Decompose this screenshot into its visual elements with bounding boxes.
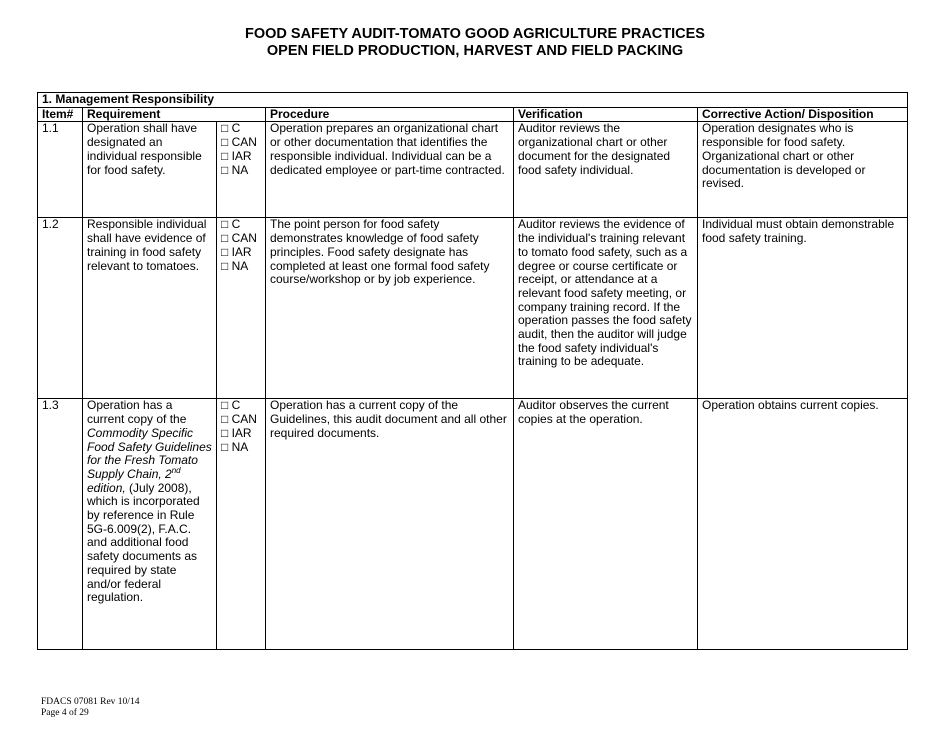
form-id: FDACS 07081 Rev 10/14 [41, 697, 140, 707]
table-row [38, 399, 908, 650]
option-can-checkbox[interactable]: □ CAN [221, 231, 257, 246]
procedure-text: Operation prepares an organizational chart or other documentation that identifies the responsible individual. Individual can be a dedicated employee or part-time contracted. [266, 122, 514, 218]
option-c-checkbox[interactable]: □ C [221, 121, 241, 136]
requirement-text: Responsible individual shall have evidence of training in food safety relevant to tomatoes. [83, 218, 217, 399]
col-header-requirement: Requirement [83, 107, 266, 122]
section-title: 1. Management Responsibility [38, 93, 908, 108]
compliance-options [217, 399, 266, 650]
document-title-line-2: OPEN FIELD PRODUCTION, HARVEST AND FIELD PACKING [266, 43, 684, 59]
option-iar-checkbox[interactable]: □ IAR [221, 148, 252, 163]
audit-table [37, 92, 908, 650]
guidelines-title: Commodity Specific Food Safety Guidelines for the Fresh Tomato Supply Chain, 2 [87, 425, 212, 481]
verification-text: Auditor reviews the evidence of the individual's training relevant to tomato food safety, such as a degree or course certificate or receipt, or attendance at a relevant food safety meeting, or company training record. If the operation passes the food safety audit, then the auditor will judge the food safety individual's training to be adequate. [514, 218, 698, 399]
table-row [38, 122, 908, 218]
option-iar-checkbox[interactable]: □ IAR [221, 425, 252, 440]
item-number: 1.3 [38, 399, 83, 650]
document-title-line-1: FOOD SAFETY AUDIT-TOMATO GOOD AGRICULTURE PRACTICES [245, 26, 705, 42]
item-number: 1.1 [38, 122, 83, 218]
edition-superscript: nd [171, 465, 181, 475]
page-number: Page 4 of 29 [41, 708, 89, 718]
header-row [38, 107, 908, 122]
procedure-text: The point person for food safety demonstrates knowledge of food safety principles. Food safety designate has completed at least one formal food safety course/workshop or by job experience. [266, 218, 514, 399]
compliance-options [217, 218, 266, 399]
requirement-text-part: (July 2008), which is incorporated by reference in Rule 5G-6.009(2), F.A.C. and additional food safety documents as required by state and/or federal regulation. [87, 480, 200, 605]
table-row [38, 218, 908, 399]
option-c-checkbox[interactable]: □ C [221, 217, 241, 232]
option-can-checkbox[interactable]: □ CAN [221, 135, 257, 150]
requirement-text: Operation shall have designated an individual responsible for food safety. [83, 122, 217, 218]
option-na-checkbox[interactable]: □ NA [221, 162, 249, 177]
col-header-item: Item# [38, 107, 83, 122]
option-c-checkbox[interactable]: □ C [221, 398, 241, 413]
edition-text: edition, [87, 480, 126, 495]
compliance-options [217, 122, 266, 218]
verification-text: Auditor reviews the organizational chart or other document for the designated food safety individual. [514, 122, 698, 218]
verification-text: Auditor observes the current copies at the operation. [514, 399, 698, 650]
option-na-checkbox[interactable]: □ NA [221, 439, 249, 454]
requirement-text [83, 399, 217, 650]
option-can-checkbox[interactable]: □ CAN [221, 412, 257, 427]
requirement-text-part: Operation has a current copy of the [87, 398, 187, 427]
option-iar-checkbox[interactable]: □ IAR [221, 244, 252, 259]
corrective-action-text: Operation designates who is responsible for food safety. Organizational chart or other documentation is developed or revised. [698, 122, 908, 218]
col-header-verification: Verification [514, 107, 698, 122]
corrective-action-text: Individual must obtain demonstrable food safety training. [698, 218, 908, 399]
procedure-text: Operation has a current copy of the Guidelines, this audit document and all other required documents. [266, 399, 514, 650]
item-number: 1.2 [38, 218, 83, 399]
option-na-checkbox[interactable]: □ NA [221, 258, 249, 273]
page-footer [41, 697, 139, 719]
corrective-action-text: Operation obtains current copies. [698, 399, 908, 650]
col-header-corrective: Corrective Action/ Disposition [698, 107, 908, 122]
col-header-procedure: Procedure [266, 107, 514, 122]
